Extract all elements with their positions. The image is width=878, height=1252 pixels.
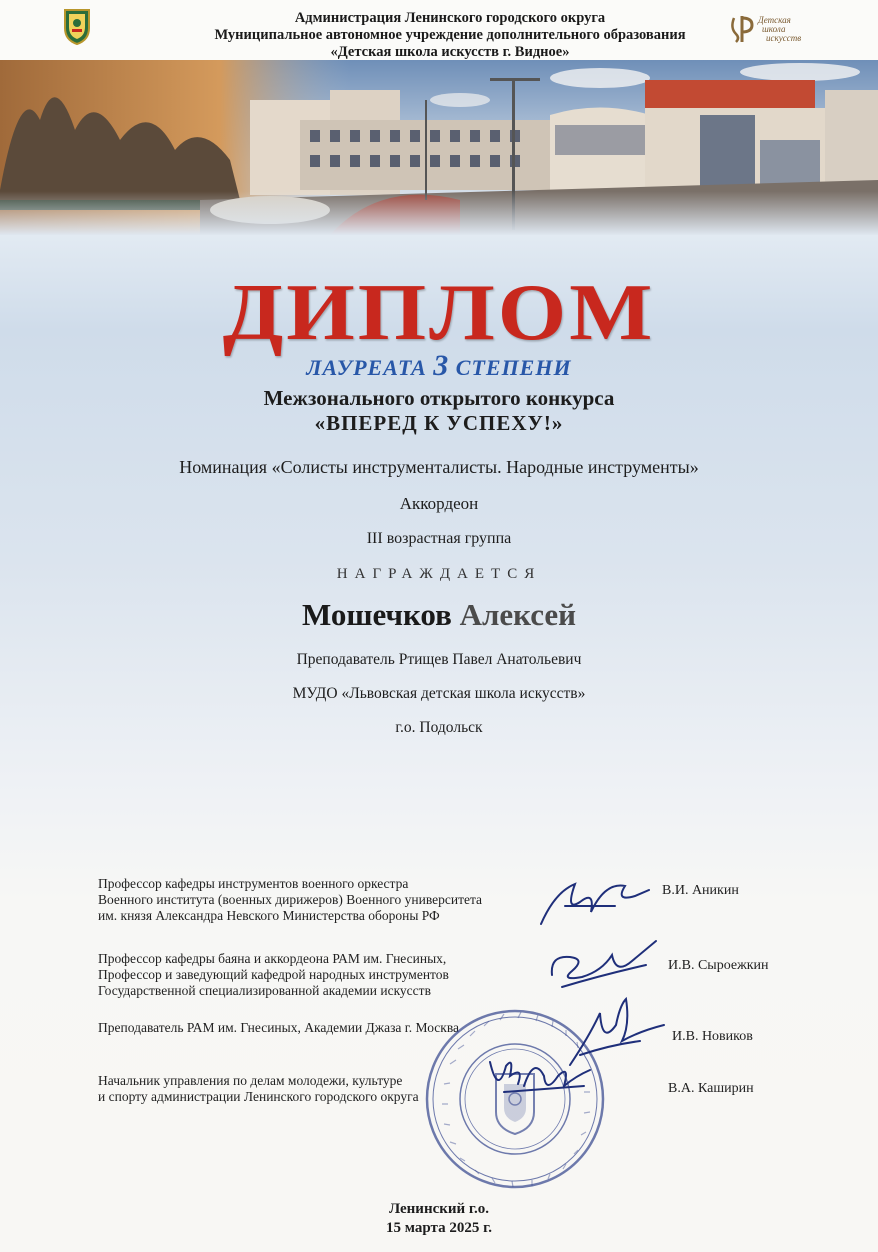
signatory-3-name: И.В. Новиков	[672, 1029, 753, 1044]
contest-name-line-1: Межзонального открытого конкурса	[263, 386, 615, 410]
winner-surname: Мошечков	[301, 597, 452, 632]
signatory-2-role	[98, 951, 538, 999]
signatory-1-role	[98, 876, 538, 924]
signatory-1-role-line: Профессор кафедры инструментов военного оркестра	[98, 876, 409, 891]
signatory-2-role-line: Государственной специализированной академии искусств	[98, 983, 431, 998]
signatory-1-name: В.И. Аникин	[662, 883, 739, 898]
school-logo-word-2: школа	[762, 24, 786, 34]
school-logo-word-3: искусств	[766, 33, 802, 43]
subtitle-degree: 3	[433, 349, 450, 382]
signatory-4-role-line: Начальник управления по делам молодежи, культуре	[98, 1073, 403, 1088]
header-line-1: Администрация Ленинского городского округа	[294, 10, 606, 26]
school-logo-word-1: Детская	[758, 15, 791, 25]
header-line-3: «Детская школа искусств г. Видное»	[330, 44, 570, 60]
signature-1-mark	[535, 872, 655, 932]
signatory-4-role-line: и спорту администрации Ленинского городского округа	[98, 1089, 419, 1104]
diploma-subtitle	[0, 349, 878, 382]
footer-place: Ленинский г.о.	[388, 1201, 490, 1217]
winner-name	[0, 597, 878, 633]
awarded-label: НАГРАЖДАЕТСЯ	[336, 566, 542, 582]
signatory-4-name: В.А. Каширин	[668, 1081, 754, 1096]
school-logo	[728, 12, 818, 46]
header-line-2: Муниципальное автономное учреждение дополнительного образования	[214, 27, 686, 43]
subtitle-prefix: ЛАУРЕАТА	[306, 355, 427, 380]
nomination: Номинация «Солисты инструменталисты. Народные инструменты»	[179, 457, 699, 477]
teacher: Преподаватель Ртищев Павел Анатольевич	[296, 651, 582, 668]
age-group: III возрастная группа	[366, 530, 512, 547]
signatory-3-role-line: Преподаватель РАМ им. Гнесиных, Академии Джаза г. Москва	[98, 1020, 460, 1035]
instrument: Аккордеон	[399, 494, 479, 513]
signatory-2-role-line: Профессор кафедры баяна и аккордеона РАМ им. Гнесиных,	[98, 951, 447, 966]
city: г.о. Подольск	[395, 719, 483, 736]
subtitle-suffix: СТЕПЕНИ	[455, 355, 572, 380]
footer-date: 15 марта 2025 г.	[386, 1220, 492, 1236]
header-organization	[100, 10, 800, 61]
school-building-photo	[0, 60, 878, 235]
signatory-2-name: И.В. Сыроежкин	[668, 958, 769, 973]
signature-4-mark	[484, 1046, 594, 1106]
signature-2-mark	[542, 935, 662, 995]
institution: МУДО «Львовская детская школа искусств»	[292, 685, 586, 702]
signatory-2-role-line: Профессор и заведующий кафедрой народных инструментов	[98, 967, 449, 982]
contest-name-line-2: «ВПЕРЕД К УСПЕХУ!»	[314, 411, 564, 435]
signatory-1-role-line: им. князя Александра Невского Министерства обороны РФ	[98, 908, 440, 923]
coat-of-arms-icon	[62, 6, 92, 46]
winner-first-name: Алексей	[459, 597, 577, 632]
signatory-1-role-line: Военного института (военных дирижеров) Военного университета	[98, 892, 483, 907]
diploma-title: ДИПЛОМ	[222, 267, 656, 358]
